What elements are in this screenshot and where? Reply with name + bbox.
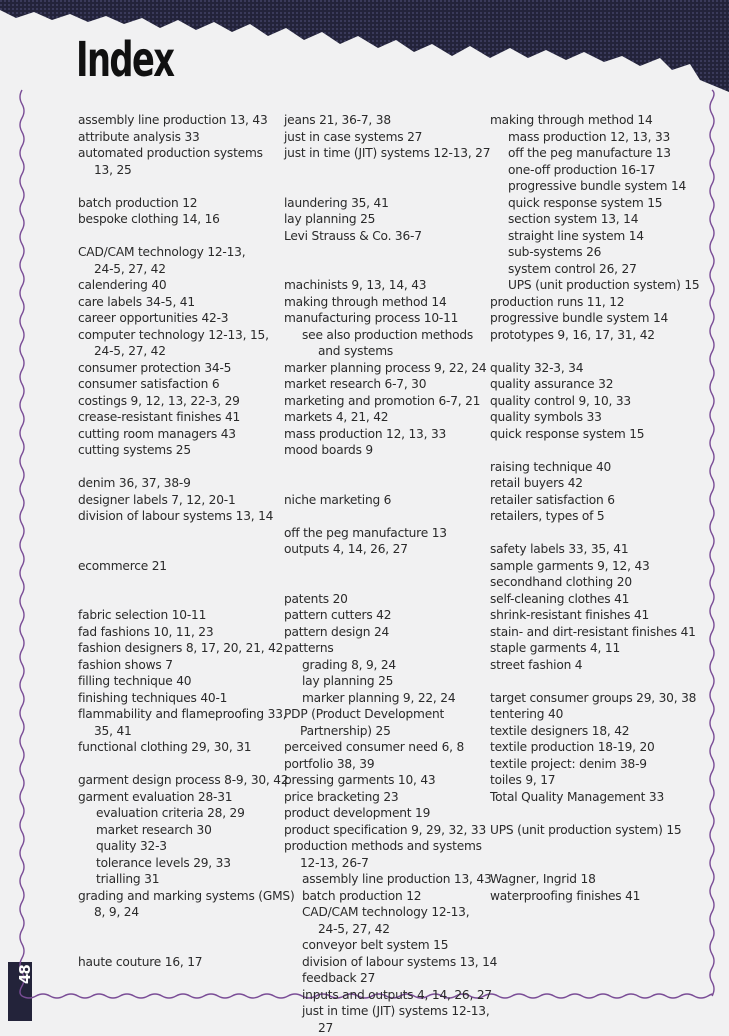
index-column-1	[78, 112, 278, 970]
index-entry: waterproofing finishes 41	[490, 888, 695, 905]
index-entry-continuation: 13, 25	[78, 162, 278, 179]
entry-gap	[78, 541, 278, 558]
entry-gap	[284, 261, 484, 278]
entry-gap	[78, 178, 278, 195]
index-entry-continuation: 12-13, 26-7	[284, 855, 484, 872]
index-entry: quality assurance 32	[490, 376, 695, 393]
entry-gap	[490, 442, 695, 459]
index-entry: toiles 9, 17	[490, 772, 695, 789]
index-entry: just in case systems 27	[284, 129, 484, 146]
index-subentry: progressive bundle system 14	[490, 178, 695, 195]
entry-gap	[78, 459, 278, 476]
entry-gap	[284, 475, 484, 492]
index-entry: laundering 35, 41	[284, 195, 484, 212]
index-entry-continuation: 8, 9, 24	[78, 904, 278, 921]
index-entry: bespoke clothing 14, 16	[78, 211, 278, 228]
index-entry: market research 6-7, 30	[284, 376, 484, 393]
index-subentry: inputs and outputs 4, 14, 26, 27	[284, 987, 484, 1004]
entry-gap	[78, 937, 278, 954]
entry-gap	[78, 228, 278, 245]
index-entry: Total Quality Management 33	[490, 789, 695, 806]
index-entry: outputs 4, 14, 26, 27	[284, 541, 484, 558]
index-entry: making through method 14	[284, 294, 484, 311]
index-subentry: sub-systems 26	[490, 244, 695, 261]
index-subentry: batch production 12	[284, 888, 484, 905]
index-subentry: evaluation criteria 28, 29	[78, 805, 278, 822]
index-entry: production methods and systems	[284, 838, 484, 855]
index-entry-continuation: 24-5, 27, 42	[78, 343, 278, 360]
page-title: Index	[76, 34, 173, 86]
index-entry: haute couture 16, 17	[78, 954, 278, 971]
index-entry: staple garments 4, 11	[490, 640, 695, 657]
index-entry: portfolio 38, 39	[284, 756, 484, 773]
index-entry: Levi Strauss & Co. 36-7	[284, 228, 484, 245]
entry-gap	[284, 558, 484, 575]
index-subentry: straight line system 14	[490, 228, 695, 245]
index-entry: production runs 11, 12	[490, 294, 695, 311]
index-entry: computer technology 12-13, 15,	[78, 327, 278, 344]
index-entry: lay planning 25	[284, 211, 484, 228]
index-entry-continuation: 24-5, 27, 42	[284, 921, 484, 938]
index-subentry: market research 30	[78, 822, 278, 839]
index-subentry: see also production methods	[284, 327, 484, 344]
index-entry: raising technique 40	[490, 459, 695, 476]
index-entry: perceived consumer need 6, 8	[284, 739, 484, 756]
index-entry: just in time (JIT) systems 12-13, 27	[284, 145, 484, 162]
index-subentry: tolerance levels 29, 33	[78, 855, 278, 872]
index-entry: calendering 40	[78, 277, 278, 294]
index-entry: finishing techniques 40-1	[78, 690, 278, 707]
entry-gap	[78, 756, 278, 773]
index-entry: batch production 12	[78, 195, 278, 212]
entry-gap	[78, 525, 278, 542]
index-entry: product specification 9, 29, 32, 33	[284, 822, 484, 839]
entry-gap	[490, 805, 695, 822]
index-entry: progressive bundle system 14	[490, 310, 695, 327]
index-entry: filling technique 40	[78, 673, 278, 690]
index-entry: cutting room managers 43	[78, 426, 278, 443]
index-entry: pattern design 24	[284, 624, 484, 641]
index-entry: tentering 40	[490, 706, 695, 723]
index-entry: sample garments 9, 12, 43	[490, 558, 695, 575]
index-entry: CAD/CAM technology 12-13,	[78, 244, 278, 261]
index-entry: quick response system 15	[490, 426, 695, 443]
entry-gap	[78, 574, 278, 591]
index-subentry: mass production 12, 13, 33	[490, 129, 695, 146]
index-subentry: assembly line production 13, 43	[284, 871, 484, 888]
index-entry: automated production systems	[78, 145, 278, 162]
page-number: 48	[16, 965, 34, 984]
index-entry: price bracketing 23	[284, 789, 484, 806]
index-entry: denim 36, 37, 38-9	[78, 475, 278, 492]
index-entry: self-cleaning clothes 41	[490, 591, 695, 608]
index-entry: retailers, types of 5	[490, 508, 695, 525]
index-entry: attribute analysis 33	[78, 129, 278, 146]
index-entry: mass production 12, 13, 33	[284, 426, 484, 443]
index-entry: textile designers 18, 42	[490, 723, 695, 740]
index-entry: career opportunities 42-3	[78, 310, 278, 327]
index-entry: Wagner, Ingrid 18	[490, 871, 695, 888]
index-entry: textile production 18-19, 20	[490, 739, 695, 756]
index-subentry: feedback 27	[284, 970, 484, 987]
index-entry: fashion designers 8, 17, 20, 21, 42	[78, 640, 278, 657]
index-entry: costings 9, 12, 13, 22-3, 29	[78, 393, 278, 410]
index-entry: UPS (unit production system) 15	[490, 822, 695, 839]
index-entry: assembly line production 13, 43	[78, 112, 278, 129]
index-subentry: system control 26, 27	[490, 261, 695, 278]
index-entry-continuation: 27	[284, 1020, 484, 1036]
index-subentry: quality 32-3	[78, 838, 278, 855]
index-entry: product development 19	[284, 805, 484, 822]
index-subentry: conveyor belt system 15	[284, 937, 484, 954]
index-entry: ecommerce 21	[78, 558, 278, 575]
index-entry: flammability and flameproofing 33,	[78, 706, 278, 723]
index-entry: jeans 21, 36-7, 38	[284, 112, 484, 129]
index-entry: off the peg manufacture 13	[284, 525, 484, 542]
index-entry: crease-resistant finishes 41	[78, 409, 278, 426]
index-entry: marketing and promotion 6-7, 21	[284, 393, 484, 410]
index-subentry: quick response system 15	[490, 195, 695, 212]
entry-gap	[490, 343, 695, 360]
index-column-3	[490, 112, 695, 904]
entry-gap	[284, 574, 484, 591]
index-subentry: lay planning 25	[284, 673, 484, 690]
index-entry: designer labels 7, 12, 20-1	[78, 492, 278, 509]
index-subentry: one-off production 16-17	[490, 162, 695, 179]
index-entry: textile project: denim 38-9	[490, 756, 695, 773]
index-entry: marker planning process 9, 22, 24	[284, 360, 484, 377]
index-entry: quality symbols 33	[490, 409, 695, 426]
index-entry: quality control 9, 10, 33	[490, 393, 695, 410]
entry-gap	[490, 673, 695, 690]
index-subentry: section system 13, 14	[490, 211, 695, 228]
entry-gap	[490, 525, 695, 542]
index-entry: street fashion 4	[490, 657, 695, 674]
index-entry: division of labour systems 13, 14	[78, 508, 278, 525]
index-entry: garment evaluation 28-31	[78, 789, 278, 806]
index-entry: consumer satisfaction 6	[78, 376, 278, 393]
index-entry: functional clothing 29, 30, 31	[78, 739, 278, 756]
index-entry: retailer satisfaction 6	[490, 492, 695, 509]
index-entry: PDP (Product Development	[284, 706, 484, 723]
entry-gap	[78, 921, 278, 938]
index-entry: prototypes 9, 16, 17, 31, 42	[490, 327, 695, 344]
index-entry: machinists 9, 13, 14, 43	[284, 277, 484, 294]
index-entry: niche marketing 6	[284, 492, 484, 509]
index-entry: retail buyers 42	[490, 475, 695, 492]
index-subentry: off the peg manufacture 13	[490, 145, 695, 162]
index-entry-continuation: Partnership) 25	[284, 723, 484, 740]
index-subentry: division of labour systems 13, 14	[284, 954, 484, 971]
index-entry: pressing garments 10, 43	[284, 772, 484, 789]
index-entry: fabric selection 10-11	[78, 607, 278, 624]
index-entry: pattern cutters 42	[284, 607, 484, 624]
index-entry: grading and marking systems (GMS)	[78, 888, 278, 905]
entry-gap	[78, 591, 278, 608]
index-entry: patents 20	[284, 591, 484, 608]
index-entry: shrink-resistant finishes 41	[490, 607, 695, 624]
index-subentry: just in time (JIT) systems 12-13,	[284, 1003, 484, 1020]
entry-gap	[284, 244, 484, 261]
index-entry: manufacturing process 10-11	[284, 310, 484, 327]
entry-gap	[490, 838, 695, 855]
index-entry: cutting systems 25	[78, 442, 278, 459]
index-subentry: grading 8, 9, 24	[284, 657, 484, 674]
index-entry: patterns	[284, 640, 484, 657]
index-subentry: UPS (unit production system) 15	[490, 277, 695, 294]
index-entry: target consumer groups 29, 30, 38	[490, 690, 695, 707]
index-entry-continuation: 24-5, 27, 42	[78, 261, 278, 278]
index-entry: making through method 14	[490, 112, 695, 129]
index-entry: consumer protection 34-5	[78, 360, 278, 377]
index-entry: garment design process 8-9, 30, 42	[78, 772, 278, 789]
index-subentry: trialling 31	[78, 871, 278, 888]
index-entry: stain- and dirt-resistant finishes 41	[490, 624, 695, 641]
index-subentry: CAD/CAM technology 12-13,	[284, 904, 484, 921]
index-entry: markets 4, 21, 42	[284, 409, 484, 426]
entry-gap	[284, 459, 484, 476]
index-entry: secondhand clothing 20	[490, 574, 695, 591]
index-entry: safety labels 33, 35, 41	[490, 541, 695, 558]
index-entry-continuation: and systems	[284, 343, 484, 360]
index-entry-continuation: 35, 41	[78, 723, 278, 740]
index-entry: care labels 34-5, 41	[78, 294, 278, 311]
entry-gap	[284, 508, 484, 525]
entry-gap	[490, 855, 695, 872]
index-entry: quality 32-3, 34	[490, 360, 695, 377]
index-entry: mood boards 9	[284, 442, 484, 459]
entry-gap	[284, 178, 484, 195]
index-entry: fashion shows 7	[78, 657, 278, 674]
entry-gap	[284, 162, 484, 179]
index-subentry: marker planning 9, 22, 24	[284, 690, 484, 707]
index-column-2	[284, 112, 484, 1036]
index-entry: fad fashions 10, 11, 23	[78, 624, 278, 641]
